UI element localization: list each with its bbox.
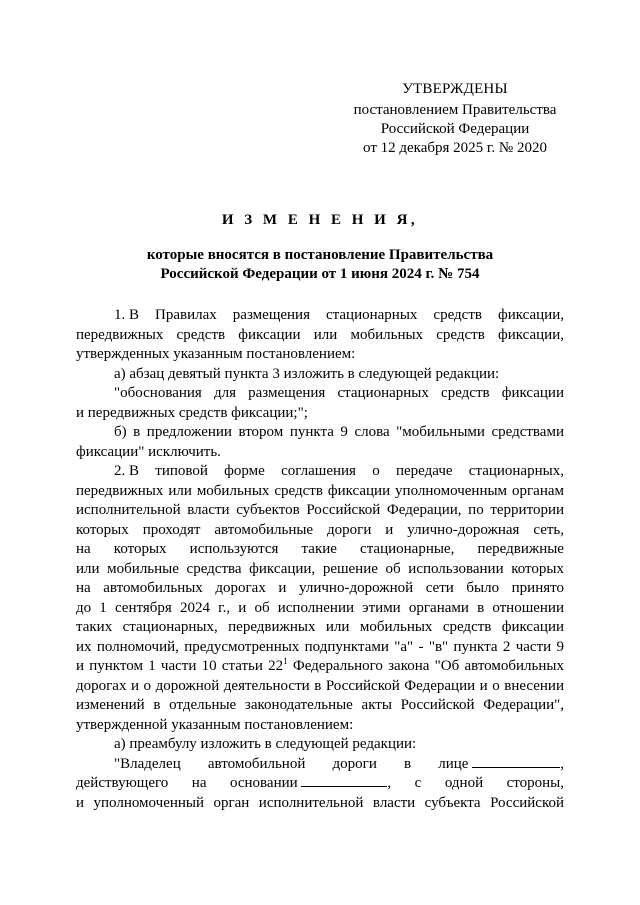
text-line (76, 774, 564, 794)
text-line: изменений в отдельные законодательные акты Российской Федерации", (76, 697, 564, 713)
text-line: которых проходят автомобильные дороги и улично-дорожная сеть, (76, 521, 564, 538)
text-line: а) преамбулу изложить в следующей редакции: (114, 736, 417, 752)
word: Правилах (155, 307, 217, 323)
word: стороны, (506, 775, 564, 791)
word: которых (113, 541, 167, 557)
text-line: таких стационарных, передвижных или мобильных средств фиксации (76, 619, 564, 635)
superscript: 1 (283, 656, 288, 666)
word: соглашения (281, 463, 356, 479)
word: дороги (332, 755, 377, 772)
text-fragment: Федерального закона "Об автомобильных (287, 658, 564, 674)
word: с (414, 775, 422, 791)
text-line: передвижных средств фиксации или мобильных средств фиксации, (76, 326, 564, 343)
word: основании (229, 775, 298, 791)
word: стационарных (326, 307, 418, 323)
title-main: И З М Е Н Е Н И Я, (221, 212, 419, 228)
text-line: утвержденной указанным постановлением: (76, 716, 354, 733)
word: одной (444, 775, 484, 791)
text-line: и передвижных средств фиксации;"; (76, 404, 308, 421)
word: , (560, 755, 564, 772)
text-line: или мобильные средства фиксации, решение об использовании которых (76, 560, 564, 577)
text-line: утвержденных указанным постановлением: (76, 346, 356, 362)
word: , (387, 775, 392, 791)
approval-line: постановлением Правительства (353, 102, 557, 118)
word: "Владелец (114, 755, 181, 772)
text-line: дорогах и о дорожной деятельности в Российской Федерации и о внесении (76, 677, 564, 694)
word: стационарных, (468, 463, 564, 479)
word: на (191, 775, 207, 791)
word: форме (224, 463, 265, 479)
word: в (404, 755, 412, 772)
text-line: фиксации" исключить. (76, 443, 221, 460)
word: передвижные (477, 541, 564, 557)
title-sub: Российской Федерации от 1 июня 2024 г. № 754 (160, 266, 480, 282)
word: лице (438, 755, 469, 772)
word: такие (301, 541, 337, 557)
approval-stamp (330, 80, 580, 158)
word: средств (433, 307, 482, 323)
text-line (76, 462, 564, 482)
word: 1. В (114, 307, 140, 323)
document-title (76, 211, 564, 284)
word: стационарные, (360, 541, 455, 557)
word: на (76, 541, 91, 557)
word: о (372, 463, 380, 479)
text-line: их полномочий, предусмотренных подпунктами "а" - "в" пункта 2 части 9 (76, 638, 564, 655)
text-line: исполнительной власти субъектов Российской Федерации, по территории (76, 502, 564, 518)
text-line (76, 657, 564, 677)
document-body (76, 306, 564, 813)
title-sub: которые вносятся в постановление Правительства (146, 247, 494, 263)
text-line (76, 306, 564, 326)
approval-line: Российской Федерации (380, 121, 530, 137)
text-line: на автомобильных дорогах и улично-дорожной сети было принято (76, 580, 564, 596)
approval-line: от 12 декабря 2025 г. № 2020 (363, 140, 547, 156)
word: автомобильной (207, 755, 306, 772)
text-line (76, 540, 564, 560)
approval-heading: УТВЕРЖДЕНЫ (402, 81, 508, 97)
text-line: и уполномоченный орган исполнительной власти субъекта Российской (76, 794, 564, 811)
text-line: передвижных или мобильных средств фиксации уполномоченным органам (76, 482, 564, 499)
word: 2. В (114, 463, 140, 479)
word: действующего (76, 775, 169, 791)
text-line: "обоснования для размещения стационарных средств фиксации (114, 385, 564, 401)
word: типовой (155, 463, 208, 479)
word: размещения (232, 307, 310, 323)
word: используются (189, 541, 279, 557)
word-group (230, 774, 391, 794)
text-line: до 1 сентября 2024 г., и об исполнении этими органами в отношении (76, 599, 564, 616)
word: фиксации, (497, 307, 564, 323)
blank-field (301, 786, 387, 787)
text-line (76, 755, 564, 775)
word-group (438, 755, 564, 775)
text-line: б) в предложении втором пункта 9 слова "мобильными средствами (114, 424, 564, 440)
word: передаче (395, 463, 453, 479)
text-line: а) абзац девятый пункта 3 изложить в следующей редакции: (114, 365, 500, 382)
blank-field (472, 767, 560, 768)
text-fragment: и пунктом 1 части 10 статьи 22 (76, 658, 284, 674)
